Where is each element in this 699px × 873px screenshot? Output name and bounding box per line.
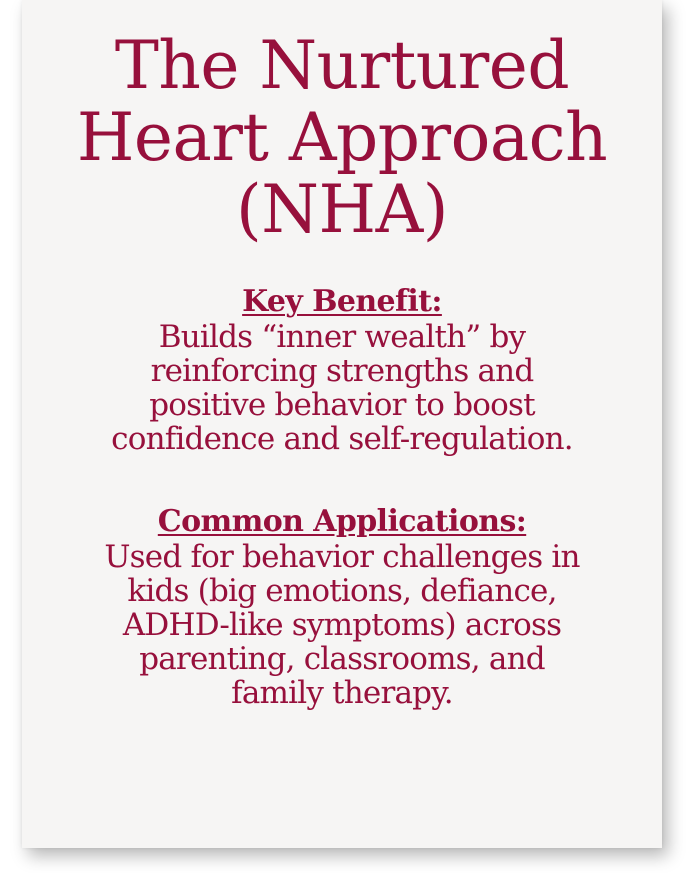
common-applications-line: kids (big emotions, defiance, <box>127 573 557 609</box>
key-benefit-heading: Key Benefit: <box>242 284 442 319</box>
key-benefit-section <box>22 284 662 456</box>
common-applications-line: Used for behavior challenges in <box>104 539 580 575</box>
title-line: The Nurtured <box>114 27 570 104</box>
key-benefit-line: reinforcing strengths and <box>150 353 534 389</box>
common-applications-section <box>22 504 662 710</box>
key-benefit-line: Builds “inner wealth” by <box>158 319 526 355</box>
common-applications-heading: Common Applications: <box>157 504 527 539</box>
key-benefit-line: positive behavior to boost <box>149 387 535 423</box>
common-applications-line: family therapy. <box>231 675 453 711</box>
title-line: (NHA) <box>236 171 448 248</box>
title-line: Heart Approach <box>76 99 608 176</box>
common-applications-line: parenting, classrooms, and <box>139 641 545 677</box>
info-card <box>22 0 662 848</box>
key-benefit-line: confidence and self-regulation. <box>111 421 573 457</box>
common-applications-line: ADHD-like symptoms) across <box>122 607 562 643</box>
card-title <box>22 27 662 248</box>
